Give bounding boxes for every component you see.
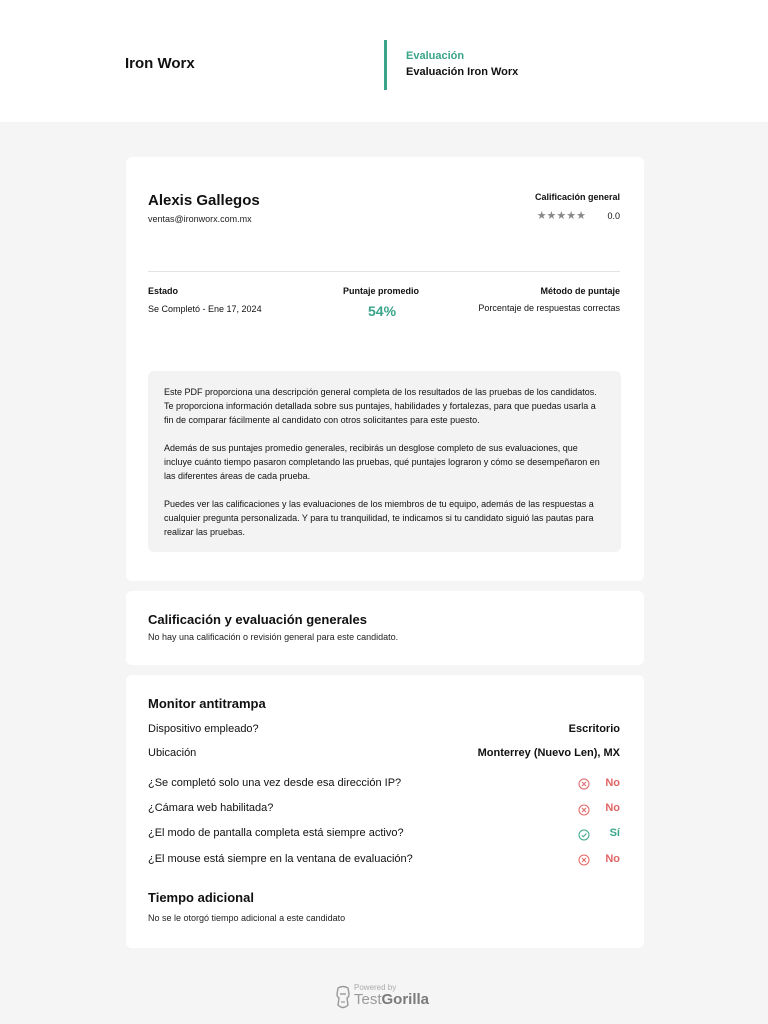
- brand-name-part: Gorilla: [381, 991, 430, 1008]
- average-score-label: Puntaje promedio: [343, 286, 420, 296]
- info-box: [148, 371, 621, 552]
- overall-rating-value: 0.0: [607, 211, 620, 221]
- check-question: ¿El modo de pantalla completa está siempre activo?: [148, 827, 404, 839]
- info-paragraph: Puedes ver las calificaciones y las evaluaciones de los miembros de tu equipo, además de las respuestas a cualquier pregunta personalizada. Y para tu tranquilidad, te indicamos si tu candidato siguió las pautas para realizar las pruebas.: [164, 499, 594, 537]
- check-answer: No: [605, 777, 620, 789]
- star-rating-icon: ★★★★★: [536, 210, 586, 222]
- assessment-title: Evaluación Iron Worx: [406, 66, 519, 78]
- status-label: Estado: [148, 286, 179, 296]
- anti-cheat-card: [126, 675, 644, 948]
- gorilla-logo-icon: [335, 985, 351, 1011]
- brand-name-part: Test: [354, 991, 382, 1008]
- average-score-value: 54%: [368, 303, 397, 319]
- overall-evaluation-card: [126, 591, 644, 665]
- check-question: ¿Se completó solo una vez desde esa dirección IP?: [148, 777, 402, 789]
- report-header: [0, 0, 768, 122]
- candidate-email: ventas@ironworx.com.mx: [148, 214, 252, 224]
- device-answer: Escritorio: [568, 723, 620, 735]
- info-paragraph: Este PDF proporciona una descripción general completa de los resultados de las pruebas de los candidatos. Te proporciona información detallada sobre sus puntajes, habilidades y fortalezas, para que puedas usarla a fin de comparar fácilmente al candidato con otros solicitantes para este puesto.: [164, 387, 597, 425]
- location-answer: Monterrey (Nuevo Len), MX: [477, 747, 620, 759]
- scoring-method-value: Porcentaje de respuestas correctas: [478, 303, 620, 313]
- info-paragraph: Además de sus puntajes promedio generales, recibirás un desglose completo de sus evaluaciones, que incluye cuánto tiempo pasaron completando las pruebas, qué puntajes lograron y cómo se desempeñaron en las diferentes áreas de cada prueba.: [164, 443, 600, 481]
- check-answer: No: [605, 853, 620, 865]
- anti-cheat-title: Monitor antitrampa: [148, 696, 266, 711]
- x-circle-icon: [578, 854, 590, 866]
- location-question: Ubicación: [148, 747, 197, 759]
- candidate-summary-card: [126, 157, 644, 581]
- check-circle-icon: [578, 829, 590, 841]
- check-answer: No: [605, 802, 620, 814]
- candidate-name: Alexis Gallegos: [148, 192, 260, 209]
- extra-time-title: Tiempo adicional: [148, 890, 254, 905]
- device-question: Dispositivo empleado?: [148, 723, 259, 735]
- company-name: Iron Worx: [125, 55, 195, 72]
- check-question: ¿El mouse está siempre en la ventana de evaluación?: [148, 853, 413, 865]
- scoring-method-label: Método de puntaje: [540, 286, 620, 296]
- divider: [148, 271, 620, 272]
- header-label: Evaluación: [406, 50, 465, 62]
- overall-evaluation-title: Calificación y evaluación generales: [148, 612, 367, 627]
- x-circle-icon: [578, 778, 590, 790]
- extra-time-text: No se le otorgó tiempo adicional a este candidato: [148, 913, 346, 923]
- status-value: Se Completó - Ene 17, 2024: [148, 304, 262, 314]
- overall-evaluation-text: No hay una calificación o revisión general para este candidato.: [148, 632, 399, 642]
- x-circle-icon: [578, 804, 590, 816]
- powered-by-label: Powered by: [354, 983, 397, 992]
- overall-rating-label: Calificación general: [534, 192, 620, 202]
- check-question: ¿Cámara web habilitada?: [148, 802, 274, 814]
- brand-logo: [354, 991, 429, 1008]
- header-accent-bar: [384, 40, 387, 90]
- check-answer: Sí: [609, 827, 620, 839]
